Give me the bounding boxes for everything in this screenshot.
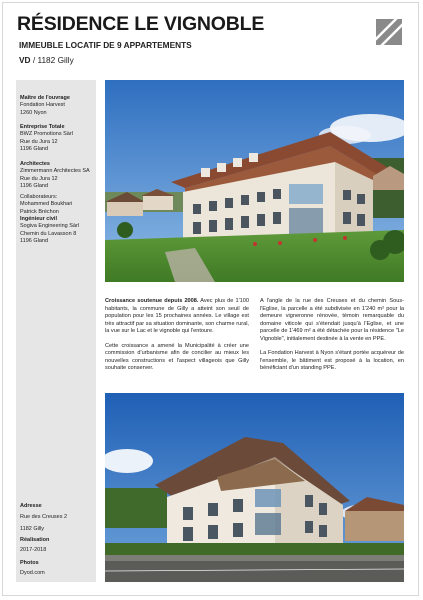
body-paragraph (105, 298, 249, 336)
completion-block (20, 537, 49, 555)
architects-line: Zimmermann Architectes SA (20, 168, 90, 175)
architects-block (20, 161, 90, 191)
body-text: Avec plus de 1'100 habitants, la commune de Gilly a atteint son seuil de population pour les 15 prochaines années. Le village est très attractif par sa situation dominante, son charme rural, la vue sur le Lac et le vignoble qui l'entoure. (105, 298, 249, 335)
photos-heading: Photos (20, 560, 39, 566)
civil-engineer-line: Chemin du Lavasson 8 (20, 230, 77, 237)
general-contractor-line: Rue du Jura 12 (20, 138, 58, 145)
architects-heading: Architectes (20, 161, 50, 167)
page-subtitle: IMMEUBLE LOCATIF DE 9 APPARTEMENTS (19, 40, 192, 50)
building-photo-corner (105, 393, 404, 582)
civil-engineer-block (20, 216, 79, 246)
diagonal-stripes-logo-icon (376, 19, 402, 45)
body-column-left (105, 298, 249, 380)
client-heading: Maître de l'ouvrage (20, 95, 70, 101)
page-title: RÉSIDENCE LE VIGNOBLE (17, 13, 265, 35)
civil-engineer-line: 1196 Gland (20, 238, 49, 245)
general-contractor-line: BWZ Promotions Sàrl (20, 131, 73, 138)
general-contractor-line: 1196 Gland (20, 146, 49, 153)
general-contractor-heading: Entreprise Totale (20, 124, 65, 130)
photos-line: Dyod.com (20, 570, 45, 577)
photos-block (20, 560, 45, 578)
body-column-right (260, 298, 404, 380)
collaborators-line: Mohammed Boukhari (20, 201, 73, 208)
address-heading: Adresse (20, 503, 42, 509)
general-contractor-block (20, 124, 73, 154)
collaborators-line: Patrick Bréchon (20, 208, 59, 215)
body-paragraph: La Fondation Harvest à Nyon s'étant portée acquéreur de l'ensemble, le bâtiment est proposé à la location, en bénéficiant d'un standing PPE. (260, 350, 404, 372)
location-text: / 1182 Gilly (30, 55, 74, 65)
completion-heading: Réalisation (20, 537, 50, 543)
client-line: Fondation Harvest (20, 102, 65, 109)
architects-line: Rue du Jura 12 (20, 175, 58, 182)
address-line: Rue des Creuses 2 (20, 514, 68, 521)
building-photo-front (105, 80, 404, 282)
body-paragraph: A l'angle de la rue des Creuses et du chemin Sous-l'Eglise, la parcelle a été subdivisée en 1'240 m² pour la demeure vigneronne rénovée, témoin remarquable du domaine viticole qui s'étendait jusqu'à l'Eglise, et une parcelle de 1'469 m² a été détachée pour la résidence "Le Vignoble", initialement destinée à la vente en PPE. (260, 298, 404, 342)
location-line (19, 55, 74, 65)
project-info-sidebar (16, 80, 96, 582)
architects-line: 1196 Gland (20, 183, 49, 190)
address-line: 1182 Gilly (20, 525, 45, 532)
client-block (20, 95, 70, 117)
collaborators-heading: Collaborateurs: (20, 194, 58, 200)
body-lead: Croissance soutenue depuis 2008. (105, 298, 199, 304)
body-paragraph: Cette croissance a amené la Municipalité à créer une commission d'urbanisme afin de concilier au mieux les nouvelles constructions et l'aspect villageois que Gilly souhaite conserver. (105, 342, 249, 372)
completion-line: 2017-2018 (20, 547, 47, 554)
canton-code: VD (19, 55, 31, 65)
client-line: 1260 Nyon (20, 109, 47, 116)
collaborators-block (20, 194, 72, 216)
civil-engineer-heading: Ingénieur civil (20, 216, 57, 222)
civil-engineer-line: Sogiva Engineering Sàrl (20, 223, 80, 230)
address-block (20, 503, 67, 533)
